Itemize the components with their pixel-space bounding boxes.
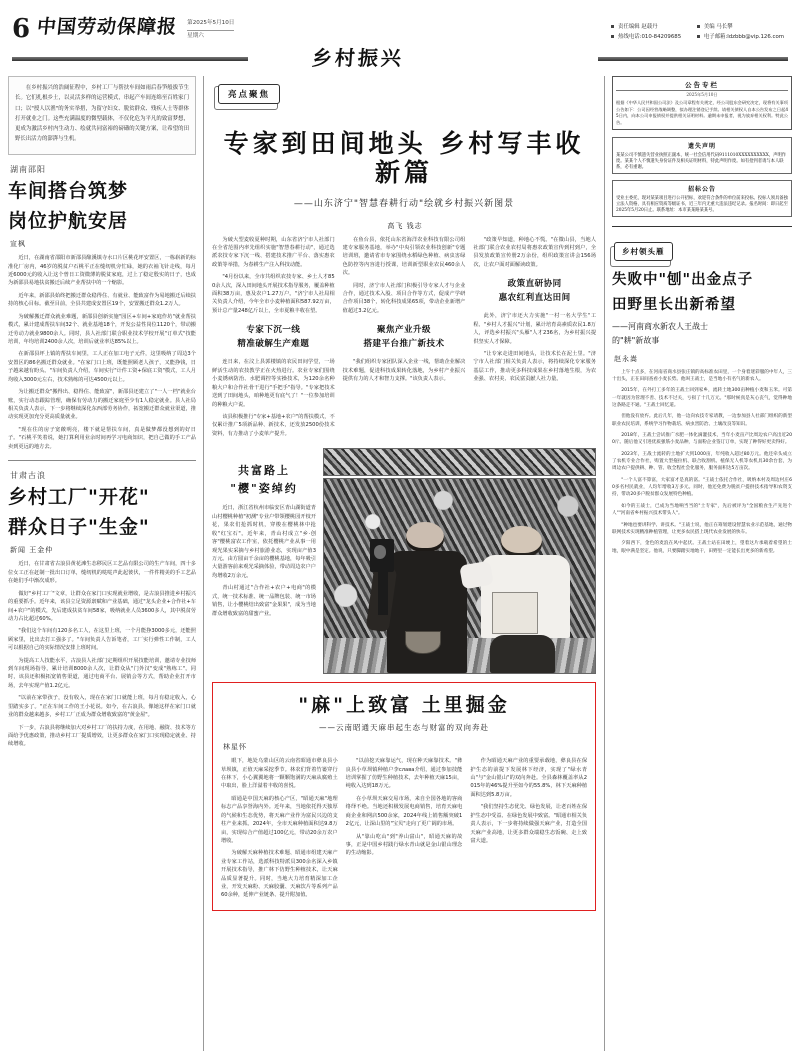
redbox-headline: "麻"上致富 土里掘金: [298, 694, 510, 717]
paragraph: 夕阳西下，金色的麦浪在风中起伏。王战士站在田埂上，望着这片承载着希望的土地，眼中满是坚定。他说，只要脚踏实地地干，田野里一定能长出更多的新希望。: [612, 541, 792, 554]
orchard-photo: [323, 478, 596, 674]
feature-byline: 高飞 钱志: [387, 221, 423, 230]
notice2-title: 遗失声明: [687, 143, 716, 150]
paragraph: 如今的王战士，已成为当地响当当的"土专家"，先后被评为"全国粮食生产先进个人""河南省乡村振兴技术带头人"。: [612, 503, 792, 517]
cherry-text-col: [212, 448, 316, 674]
redbox-subcol-2: [346, 757, 463, 904]
article-byline-henan: 赵永嵩: [614, 354, 638, 363]
article-headline-henan-1: 失败中"刨"出金点子: [612, 271, 754, 289]
badge-highlight-wrap: [218, 82, 280, 104]
notice-title: 公告专栏: [616, 80, 788, 91]
photo-wrap: [323, 448, 596, 674]
notice-box-announcement: [612, 76, 792, 130]
paragraph: 上午十点多，在河南省商水县张庄镇的高标准农田里，一个身着迷彩服的中年人，三十出头，正在田间查看小麦长势。他叫王战士，是当地小有名气的新农人。: [612, 369, 792, 383]
redbox-byline: 林星怀: [223, 743, 247, 752]
article-hunan: [8, 164, 196, 451]
paragraph: "让专家走进田间地头，让技术长在泥土里。"济宁市人社部门相关负责人表示，将持续深化专家服务基层工作，推动更多科技成果在乡村落地生根，为农业强、农村美、农民富贡献人社力量。: [473, 351, 597, 383]
photo-cherry-basket: [405, 631, 440, 654]
redbox-subcol-1: [221, 757, 338, 904]
redbox-subcolumns: [221, 757, 587, 904]
article-byline-hunan: 宣枫: [10, 240, 26, 249]
feature-section-heading-3: 政策直研协同 惠农红利直达田间: [498, 279, 571, 303]
article-henan: [612, 271, 792, 555]
paragraph: 为破解搬迁群众就业难题，新邵县创新实施"园区+车间+家庭作坊"就业帮扶模式，累计建成帮扶车间32个、就业基地18个，开发公益性岗位1120个，带动搬迁劳动力就业9800余人。同时，县人社部门联合职业技术学校开展"订单式"技能培训，年均培训2400余人次，培训后就业率达85%以上。: [8, 313, 196, 346]
lede-box: [8, 76, 196, 155]
paragraph: 做好"乡村工厂"文章，让群众在家门口实现就业增收，是古浪县推进乡村振兴的重要抓手。近年来，该县立足资源禀赋和产业基础，通过"龙头企业+合作社+车间+农户"的模式，先后建成扶贫车间58家，吸纳就业人员3600多人，其中脱贫劳动力占比超过60%。: [8, 590, 196, 622]
cherry-heading: 共富路上 "樱"姿绰约: [230, 464, 298, 495]
feature-section-heading-1: 专家下沉一线 精准破解生产难题: [237, 325, 310, 349]
redbox-article: [212, 682, 596, 911]
redbox-subtitle: ——云南昭通天麻串起生态与财富的双向奔赴: [319, 723, 489, 733]
paragraph: "一个人富不算富，大家富才是真的富。"王战士依托合作社，吸纳本村及周边村庄60多名村民就业，人均年增收3万多元。同时，他还免费为脱贫户提供技术指导和农资支持，带动20多户脱贫群众发展特色种植。: [612, 477, 792, 498]
article-headline-henan-2: 田野里长出新希望: [612, 295, 736, 313]
cherry-tree-photo: [323, 448, 596, 476]
paragraph: 眼下，地处乌蒙山区的云南省昭通市彝良县小草坝镇，正值天麻采挖季节。林农们背着竹篓穿行在林下，小心翼翼地将一颗颗饱满的天麻从腐殖土中取出，脸上洋溢着丰收的喜悦。: [221, 758, 338, 790]
paragraph: 为提高工人技能水平，古浪县人社部门定期组织开展技能培训，邀请专业技师到车间现场指导，累计培训8000余人次，让群众从"门外汉"变成"熟练工"。同时，该县还积极拓宽销售渠道，通过电商平台、展销会等方式，帮助企业打开市场，去年实现产值1.2亿元。: [8, 657, 196, 689]
feature-subcolumns: [212, 236, 596, 443]
band-rule-right: [598, 57, 788, 61]
feature-subcol-3: [473, 236, 596, 443]
notice-box-lost: [612, 137, 792, 174]
paragraph: 在小草坝天麻交易市场，来自全国各地的客商络绎不绝。当地还积极发展电商销售，培育天麻电商企业和网店500余家，2024年线上销售额突破12亿元，让深山里的"宝贝"走向了更广阔的市场。: [345, 795, 463, 828]
article-headline-hunan-1: 车间搭台筑梦: [8, 179, 129, 202]
right-column-divider: [612, 226, 792, 227]
photo-gift-bag: [492, 592, 538, 635]
paragraph: 近日，在湖南省邵阳市新邵县酿溪镇寺水口片区桃花坪安置区，一栋崭新的标准化厂房内，46岁的脱贫户石桃平正在缝纫机旁忙碌，她的衣袖飞针走线，每月近6000元的收入让这个曾日工资微薄的脱贫家庭，过上了稳定殷实的日子，也成为新邵县易地扶贫搬迁后续产业帮扶中的一个缩影。: [8, 255, 196, 287]
article-headline-gansu-2: 群众日子"生金": [8, 516, 150, 539]
photo-person-right-arm: [459, 560, 494, 589]
badge-leader-wrap: [614, 242, 673, 261]
issue-weekday: 星期六: [187, 32, 204, 39]
article-headline-gansu-1: 乡村工厂"开花": [8, 485, 150, 508]
article-byline-gansu: 新闻 王金仲: [10, 546, 54, 555]
paragraph: 在新邵县坪上镇的帮扶车间里，工人正在加工电子元件，这里吸纳了周边3个安置区的86名搬迁群众就业。"在家门口上班，既能照顾老人孩子，又能挣钱，日子越来越有盼头。"车间负责人介绍，车间实行"计件工资+保底工资"模式，工人月均收入3000元左右，技术熟练的可达4500元以上。: [8, 351, 196, 383]
paragraph: 为让搬迁群众"搬得出、稳得住、能致富"，新邵县还建立了"一人一档"就业台账，实行动态跟踪管理，确保有劳动力的搬迁家庭至少有1人稳定就业。县人社局相关负责人表示，下一步将继续深化东西部劳务协作，拓宽搬迁群众就业渠道，推动实现更加充分更高质量就业。: [8, 389, 196, 421]
paragraph: 在鱼台县，依托山东省海洋农业科技有限公司组建专家服务基地，举办"中央引领农业科技创新"专题培训班，邀请省市专家围绕水稻绿色种植、病虫害绿色防控等内容进行授课，培训新型职业农民460余人次。: [342, 236, 466, 277]
paragraph: 2015年，在外打工多年的王战士回到家乡，流转土地300亩种植小麦和玉米。可第一年就因为管理不善、技术不过关，亏损了十几万元。"那时候真是灰心丧气，觉得种地这条路走不通。"王战士回忆道。: [612, 388, 792, 409]
photo-person-left-body: [387, 551, 467, 674]
paragraph: "4月份以来，全市共组织农技专家、乡土人才850余人次，深入田间地头开展技术指导服务，覆盖种植面积38万亩，惠及农户1.27万户。"济宁市人社局相关负责人介绍，今年全市小麦种植面积587.92万亩，预计总产量248亿斤以上，全市夏粮丰收在望。: [212, 274, 335, 314]
notice-body: 根据《中华人民共和国公司法》及公司章程有关规定，经公司股东会研究决定，现将有关事项公告如下：公司因经营战略调整，拟办理注销登记手续。请相关债权人自本公告发布之日起45日内，向本公司申报债权并提供相关证明材料。逾期未申报者，视为放弃相关权利。特此公告。: [616, 100, 788, 125]
paragraph: "我们组织专家团队深入企业一线，帮助企业解决技术难题，促进科技成果转化落地，为乡村产业振兴提供有力的人才和智力支撑。"该负责人表示。: [342, 359, 466, 383]
center-column: [204, 76, 604, 1051]
band-rule-left: [12, 57, 248, 61]
article-subtitle-henan: ——河南商水新农人王战士 的"耕"新故事: [612, 322, 708, 346]
paragraph: 此外，济宁市还大力实施"一村一名大学生"工程、"乡村人才振兴"计划，累计培育高素质农民1.8万人，评选乡村振兴"头雁"人才236名，为乡村振兴提供坚实人才保障。: [473, 313, 597, 345]
article-kicker-gansu: 甘肃古浪: [10, 470, 46, 480]
credit-editor: 责任编辑 赵载丹: [611, 22, 681, 32]
page-number: 6: [12, 14, 31, 44]
paragraph: 近日，在甘肃省古浪县黄花滩生态移民区工艺品有限公司的生产车间，四十多位女工正在赶制一批出口订单，缝纫机的哒哒声此起彼伏，一件件精美的手工艺品在她们手中渐次成形。: [8, 561, 196, 585]
paragraph: 近年来，新邵县始终把搬迁群众稳得住、有就业、能致富作为易地搬迁后续扶持的核心目标。截至目前，全县共建成安置区19个，安置搬迁群众1.2万人。: [8, 292, 196, 308]
notice2-body: 某某公司不慎遗失营业执照正副本，统一社会信用代码9111010XXXXXXXXXX，声明作废。某某个人不慎遗失身份证件及相关证明材料，特此声明作废。如有拾到者请与本人联系，必有重谢。: [616, 153, 787, 170]
cherry-section: [212, 448, 596, 674]
right-column: [604, 76, 792, 1051]
paragraph: 青山村通过"合作社+农户+电商"的模式，统一技术标准、统一品牌包装、统一市场销售，让小樱桃结出致富"金果果"，成为当地群众增收致富的甜蜜产业。: [212, 585, 316, 617]
issue-date: 第2025年5月10日: [187, 18, 234, 31]
paragraph: 该县积极推行"专家+基地+农户"的帮扶模式，不仅累计推广5项新品种、新技术，还发放2500份技术资料，有力推动了小麦单产提升。: [212, 414, 335, 437]
badge-leader: 乡村领头雁: [614, 242, 673, 261]
section-band: [12, 46, 788, 72]
notice3-title: 招标公告: [687, 186, 716, 193]
paragraph: "种地也要讲科学、讲技术。"王战士说，他正在筹划建设智慧农业示范基地，通过物联网技术实现精准种植管理，让更多农民搭上现代农业发展的快车。: [612, 522, 792, 535]
paragraph: "以前挖天麻靠运气，现在种天麻靠技术。"彝良县小草坝镇种植户李славa介绍，通过参加技能培训掌握了仿野生种植技术，去年种植天麻15亩，纯收入达到18万元。: [345, 758, 463, 790]
badge-highlight: 亮点聚焦: [218, 84, 280, 104]
section-title: 乡村振兴: [311, 46, 405, 70]
notice-box-tender: [612, 180, 792, 217]
paragraph: "以前在家带孩子，没有收入，现在在家门口就能上班，每月有稳定收入，心里踏实多了。"正在车间工作的王小花说。如今，在古浪县，像她这样在家门口就业的群众越来越多，乡村工厂正成为群众增收致富的"黄金屋"。: [8, 695, 196, 719]
paragraph: "我们坚持生态优先、绿色发展，让老百姓在保护生态中受益、在绿色发展中致富。"昭通市相关负责人表示，下一步将持续做强天麻产业，打造全国天麻产业高地，让更多群众端稳生态饭碗、走上致富大道。: [470, 804, 588, 844]
paragraph: "现在住的房子宽敞明亮，楼下就是帮扶车间，真是做梦都没想到的好日子。"石桃平笑着说，她打算利用业余时间再学习电商知识，把自己做的手工产品卖到更远的地方去。: [8, 426, 196, 450]
paragraph: 2023年，王战士流转的土地扩大到1000亩，年纯收入超过80万元。他还牵头成立了农机专业合作社，购置大型拖拉机、联合收割机、植保无人机等农机具30余台套，为周边农户提供耕、种、管、收全程社会化服务，服务面积达5万亩次。: [612, 451, 792, 472]
paragraph: "我们这个车间有120多名工人，在这里上班，一个月能挣3000多元，还能照顾家里，比出去打工强多了。"车间负责人告诉笔者，工厂实行弹性工作制，工人可以根据自己的实际情况安排上班时间。: [8, 628, 196, 652]
article-headline-hunan-2: 岗位护航安居: [8, 209, 129, 232]
photo-gimbal-lens: [374, 545, 386, 559]
photo-person-left-head: [406, 522, 444, 552]
paragraph: 下一步，古浪县将继续加大对乡村工厂的扶持力度，在用地、融资、技术等方面给予优惠政策，推动乡村工厂提质增效，让更多群众在家门口实现稳定就业、持续增收。: [8, 724, 196, 748]
credit-hotline: 热线电话:010-84209685: [611, 32, 681, 42]
notice-date: 2025年5月10日: [686, 92, 718, 97]
paragraph: 昭通是中国天麻的核心产区，"昭通天麻"地理标志产品享誉海内外。近年来，当地依托得天独厚的气候和生态优势，将天麻产业作为富民兴边的支柱产业来抓。2024年，全市天麻种植面积达9.8万亩，实现综合产值超过100亿元，带动20余万农户增收。: [221, 795, 338, 844]
paragraph: 连日来，在汶上县郭楼镇的农民田间学堂，一场鲜活生动的农技教学正在火热进行。农业专家们围绕小麦锈病防治、水肥调控等实操技术，为120余名种粮大户和合作社骨干进行"手把手"指导。"专家把技术送到了田间地头，咱种地更有底气了！"一位参加培训的种粮大户说。: [212, 359, 335, 408]
article-gansu: [8, 470, 196, 749]
feature-headline: 专家到田间地头 乡村写丰收新篇: [223, 129, 585, 187]
article-kicker-hunan: 湖南邵阳: [10, 164, 46, 174]
paragraph: 近日，浙江省杭州市临安区青山湖街道青山村樱桃种植"初测"专业户带领樱桃园开枝开花，果农们抢抓时机，穿梭在樱桃林中抢收"红宝石"。近年来，青山村成立"乡·创客"樱桃富农工作室，依托樱桃产业从事一用观光果实采摘与乡村旅游业态，实现亩产值3万元。由方圆亩千余亩的樱桃基地，每年吸引大量游客前来观光采摘体验，带动周边农户户均增收2万余元。: [212, 505, 316, 579]
feature-subcol-2: [343, 236, 466, 443]
masthead: [8, 0, 792, 44]
paragraph: 为破解天麻种植技术难题、昭通市组建天麻产业专家工作站，选派科技特派员300余名深入乡镇开展技术指导，推广林下仿野生种植技术，让天麻品质显著提升。同时，当地大力培育精深加工企业，开发天麻粉、天麻胶囊、天麻饮片等系列产品60余种，延伸产业链条、提升附加值。: [221, 850, 338, 899]
credit-designer: 美编 马长攀: [697, 22, 784, 32]
paragraph: 作为昭通天麻产业的重要承载地，彝良县在保护生态的前提下发展林下经济，实现了"绿水青山"与"金山银山"的双向奔赴。全县森林覆盖率从2015年的46%提升至如今的55.8%，林下天麻种植面积达到5.8万亩。: [470, 758, 588, 798]
paper-nameplate: 中国劳动保障报: [35, 16, 179, 38]
lede-text: 在乡村振兴的浩阔征程中，乡村工厂与帮扶车间如雨后春笋般拔节生长。它们扎根乡土，以灵活多样的运营模式，串起产车间连绵至百姓家门口；以"授人以渔"的务实举措，为留守妇女、脱贫群众、残疾人士等群体打开就业之门。这些充满温度的微型载体，不仅化危为平凡的致富梦想，更成为激活乡村内生动力、绘就共同富裕的磅礴的关键方案，让希望的田野长出活力的澎湃与生机。: [15, 85, 189, 143]
notice3-body: 受业主委托，现对某某项目进行公开招标，欢迎符合条件的单位前来投标。投标人须具备独立法人资格，具有相应资质等级证书，近三年内无重大违法违纪记录。报名时间：即日起至2025年5月20日止。联系地址：本市某某路某某号。: [616, 196, 788, 213]
paragraph: 为破大型麦收夏种时期，山东省济宁市人社部门在全省范围内率先组织实施"智慧春耕行动"，通过选派农技专家下沉一线、搭建技术推广平台、落实惠农政策等举措，为春耕生产注入科技动能。: [212, 236, 335, 268]
masthead-credits: [611, 22, 784, 42]
content-grid: [8, 76, 792, 1051]
photo-person-right-head: [501, 526, 542, 557]
paragraph: 同时，济宁市人社部门积极引导专家人才与企业合作，通过技术入股、项目合作等方式，促成产学研合作项目38个，转化科技成果65项，带动企业新增产值超过3.2亿元。: [342, 282, 466, 314]
paragraph: "政策早知道，种地心不慌。"在微山县，当地人社部门联合农业农村局将惠农政策宣传到村到户，全县发放政策宣传册2万余份，组织政策宣讲会156场次，让农户面对面解读政策。: [473, 236, 597, 268]
paragraph: 2018年，王战士尝试推广水肥一体化滴灌技术，当年小麦亩产比周边农户高出近200斤。随后他又引进优质强筋小麦品种，与面粉企业签订订单，实现了种得好更卖得好。: [612, 433, 792, 446]
paragraph: 但他没有放弃。此后几年，他一边向农技专家请教，一边参加县人社部门组织的新型职业农民培训，系统学习作物栽培、病虫害防治、土壤改良等知识。: [612, 414, 792, 427]
feature-subcol-1: [212, 236, 335, 443]
feature-section-heading-2: 聚焦产业升级 搭建平台推广新技术: [363, 325, 445, 349]
feature-subtitle: ——山东济宁"智慧春耕行动"绘就乡村振兴新图景: [293, 198, 515, 209]
column-divider: [8, 460, 196, 461]
issue-info: [187, 18, 234, 41]
photo-gimbal-handle: [378, 572, 387, 615]
redbox-subcol-3: [470, 757, 587, 904]
credit-email: 电子邮箱:ldzbbb@vip.126.com: [697, 32, 784, 42]
left-column: [8, 76, 204, 1051]
photo-person-right-trousers: [490, 635, 554, 673]
paragraph: 从"靠山吃山"到"养山富山"，昭通天麻的故事，正是中国乡村践行绿水青山就是金山银山理念的生动缩影。: [345, 833, 463, 857]
